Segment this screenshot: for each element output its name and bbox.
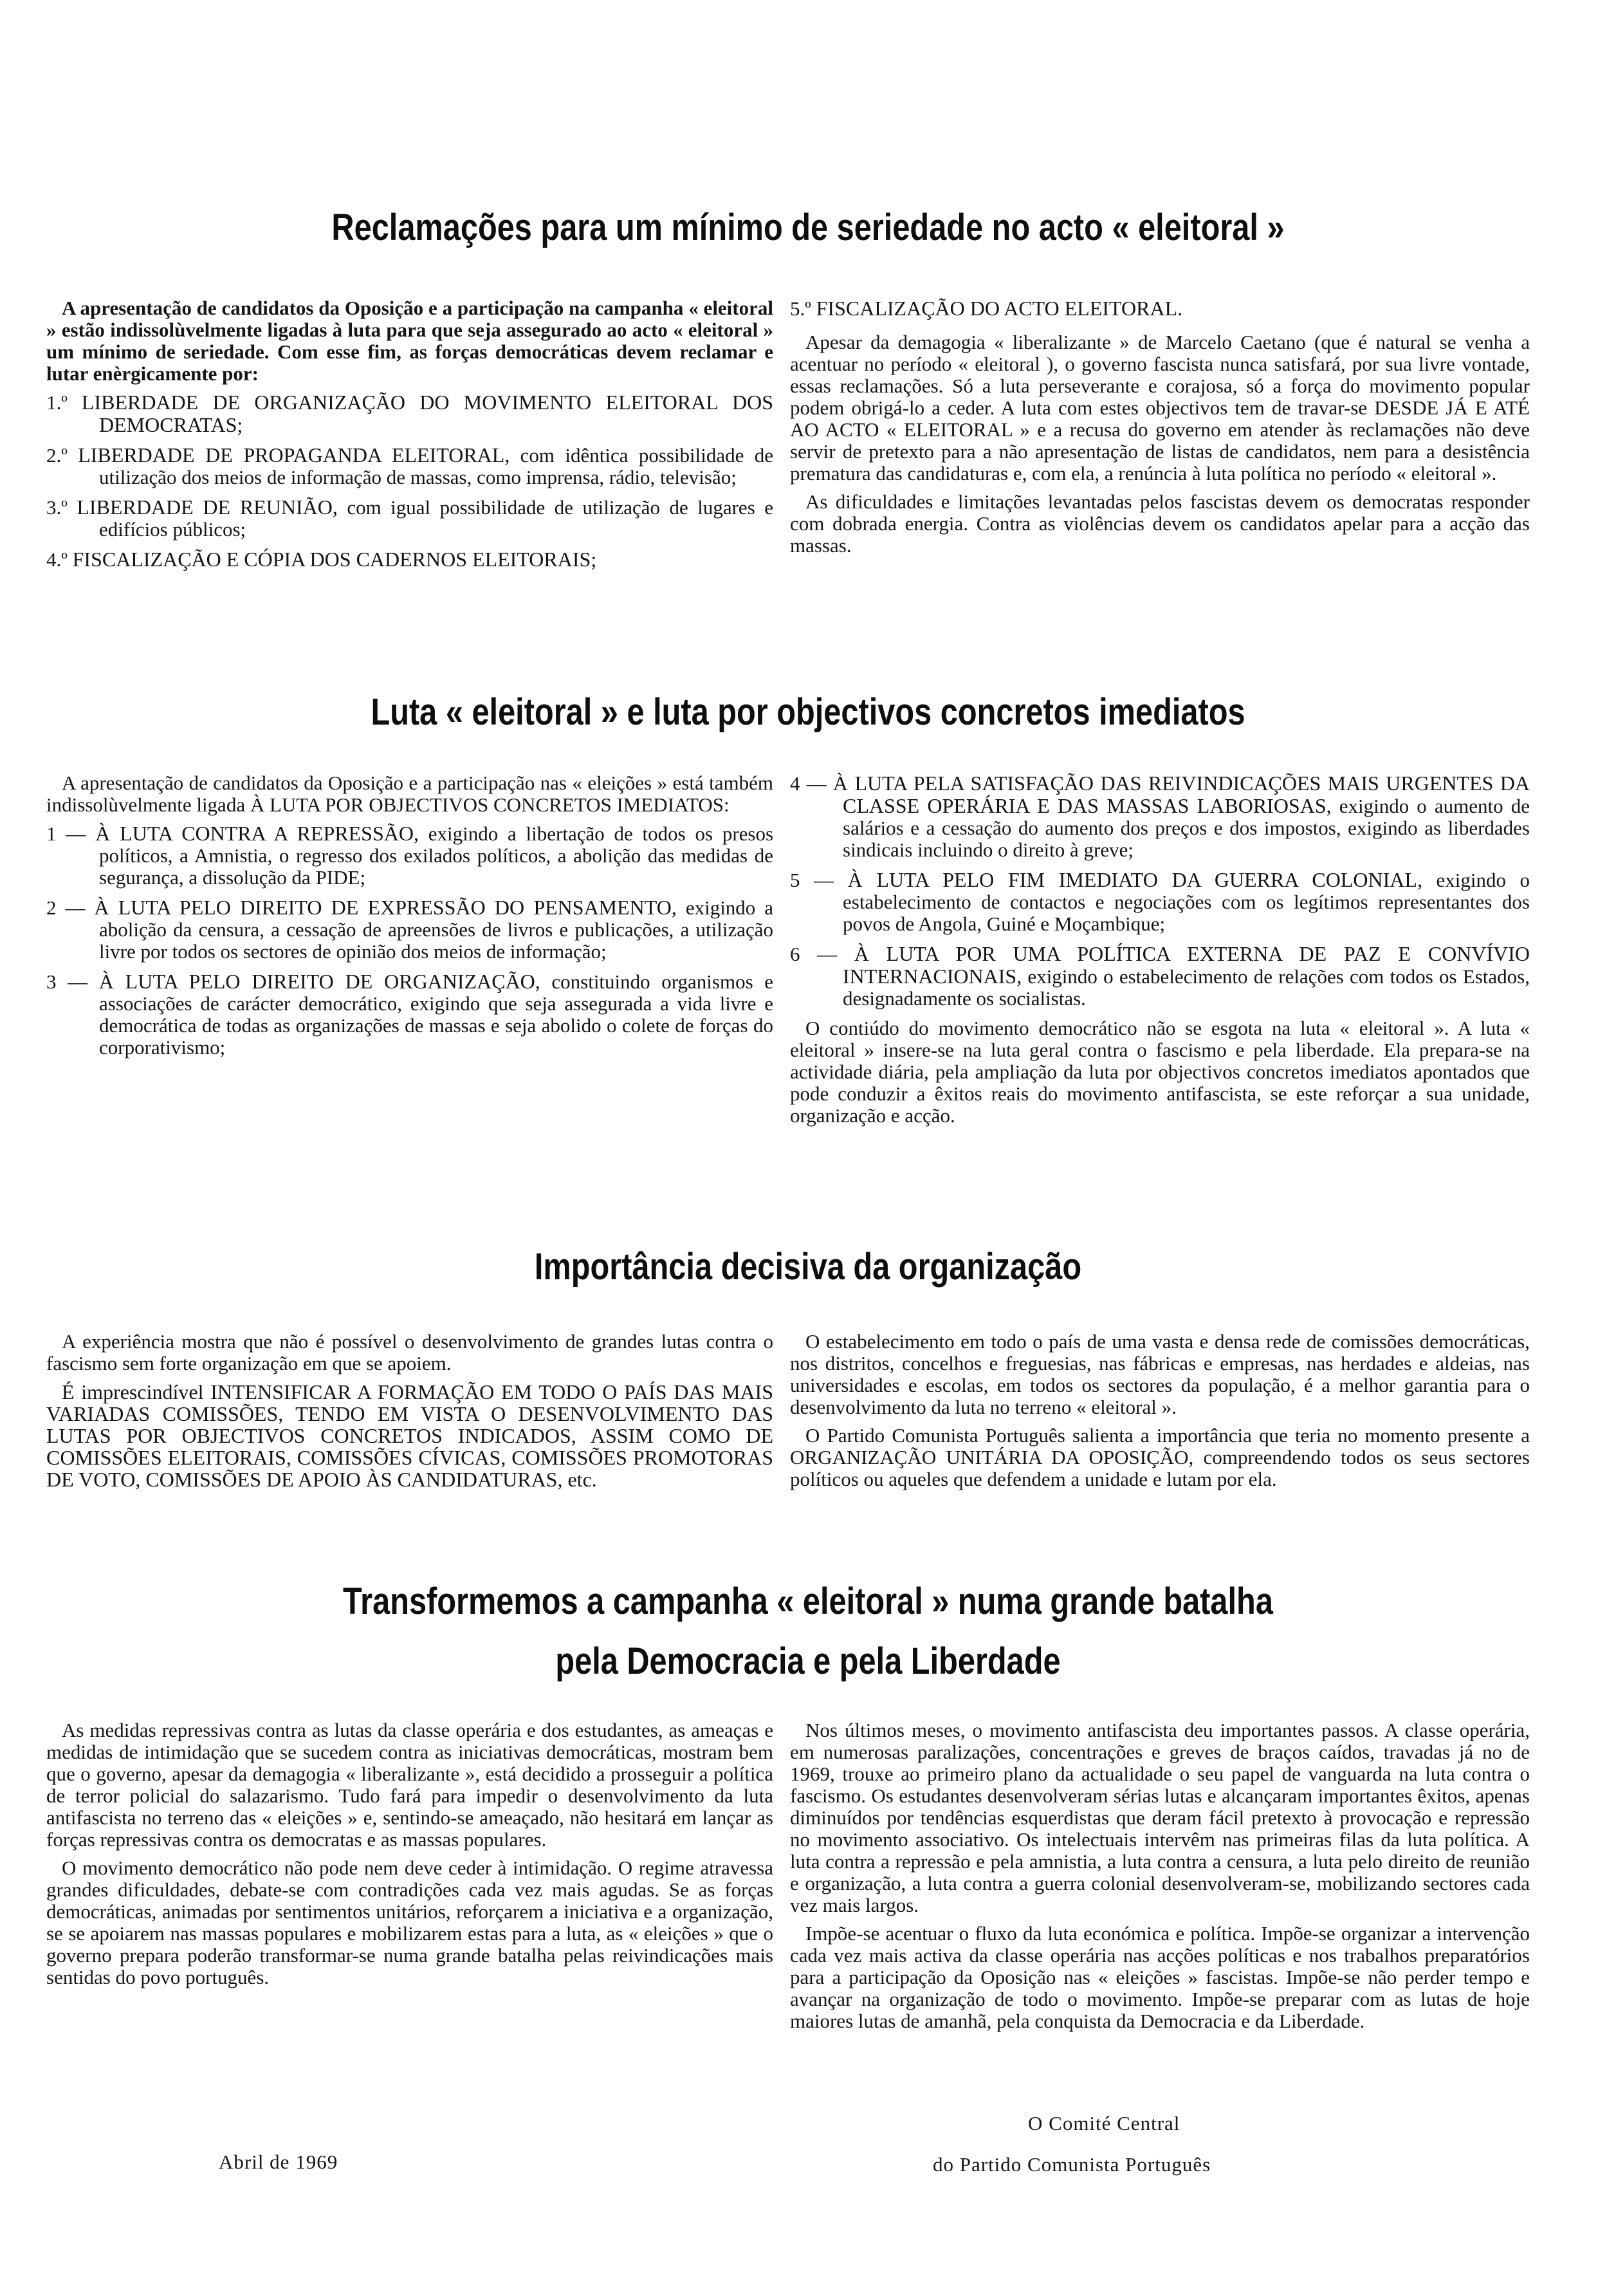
item-heading: FISCALIZAÇÃO DO ACTO ELEITORAL. <box>816 297 1183 320</box>
section-4-right-column <box>790 1719 1530 2039</box>
item-heading: LIBERDADE DE PROPAGANDA ELEITORAL, <box>78 443 510 467</box>
section-2-item-3 <box>46 970 773 1059</box>
section-2-item-6 <box>790 943 1530 1010</box>
section-2-item-4 <box>790 772 1530 861</box>
item-heading: À LUTA PELO DIREITO DE EXPRESSÃO DO PENSAMENTO, <box>94 896 677 919</box>
item-number: 4 — <box>790 772 827 795</box>
section-1-item-5 <box>790 297 1530 320</box>
section-1-paragraph-2: Apesar da demagogia « liberalizante » de Marcelo Caetano (que é natural se venha a acentuar no período « eleitoral ), o governo fascista nunca satisfará, por sua livre vontade, essas reclamações. Só a luta perseverante e corajosa, só a força do movimento popular podem obrigá-lo a ceder. A luta com estes objectivos tem de travar-se DESDE JÁ E ATÉ AO ACTO « ELEITORAL » e a recusa do governo em atender às reclamações não deve servir de pretexto para a não apresentação de listas de candidatos, nem para a desistência prematura das candidaturas e, com ela, a renúncia à luta política no período « eleitoral ». <box>790 331 1530 485</box>
item-heading: À LUTA CONTRA A REPRESSÃO, <box>95 822 419 845</box>
item-text: com igual possibilidade de utilização de lugares e edifícios públicos; <box>99 496 774 541</box>
section-3-paragraph-4: O Partido Comunista Português salienta a importância que teria no momento presente a ORGANIZAÇÃO UNITÁRIA DA OPOSIÇÃO, compreendendo todos os seus sectores políticos ou aqueles que defendem a unidade e lutam por ela. <box>790 1424 1530 1490</box>
section-1-title: Reclamações para um mínimo de seriedade no acto « eleitoral » <box>331 207 1285 248</box>
signature-line-1: O Comité Central <box>1028 2112 1180 2134</box>
item-text: exigindo o estabelecimento de relações com todos os Estados, designadamente os socialistas. <box>843 965 1530 1010</box>
section-1-item-3 <box>46 496 773 541</box>
section-2-right-column <box>790 772 1530 1133</box>
section-1-item-4 <box>46 548 773 571</box>
section-2-item-2 <box>46 896 773 963</box>
section-1-item-1 <box>46 391 773 436</box>
item-text: exigindo o estabelecimento de contactos e negociações com os legítimos representantes dos povos de Angola, Guiné e Moçambique; <box>843 869 1530 935</box>
section-3-paragraph-2: É imprescindível INTENSIFICAR A FORMAÇÃO EM TODO O PAÍS DAS MAIS VARIADAS COMISSÕES, TENDO EM VISTA O DESENVOLVIMENTO DAS LUTAS POR OBJECTIVOS CONCRETOS INDICADOS, ASSIM COMO DE COMISSÕES ELEITORAIS, COMISSÕES CÍVICAS, COMISSÕES PROMOTORAS DE VOTO, COMISSÕES DE APOIO ÀS CANDIDATURAS, etc. <box>46 1380 773 1491</box>
section-4-paragraph-3: Nos últimos meses, o movimento antifascista deu importantes passos. A classe operária, em numerosas paralizações, concentrações e greves de braços caídos, travadas já no de 1969, trouxe ao primeiro plano da actualidade o seu papel de vanguarda na luta contra o fascismo. Os estudantes desenvolveram sérias lutas e alcançaram importantes êxitos, apenas diminuídos por tendências esquerdistas que deram fácil pretexto à provocação e repressão no movimento associativo. Os intelectuais intervêm nas primeiras filas da luta política. A luta contra a repressão e pela amnistia, a luta contra a censura, a luta pelo direito de reunião e organização, a luta contra a guerra colonial desenvolveram-se, mobilizando sectores cada vez mais largos. <box>790 1719 1530 1916</box>
item-text: exigindo o aumento de salários e a cessação do aumento dos preços e dos impostos, exigindo as liberdades sindicais incluindo o direito à greve; <box>843 795 1530 861</box>
footer-date: Abril de 1969 <box>219 2151 338 2173</box>
section-2-item-5 <box>790 869 1530 935</box>
section-4-paragraph-2: O movimento democrático não pode nem deve ceder à intimidação. O regime atravessa grandes dificuldades, debate-se com contradições cada vez mais agudas. Se as forças democráticas, animadas por sentimentos unitários, reforçarem a iniciativa e a organização, se se apoiarem nas massas populares e mobilizarem estas para a luta, as « eleições » que o governo prepara poderão transformar-se numa grande batalha pelas reivindicações mais sentidas do povo português. <box>46 1856 773 1988</box>
section-1-left-column <box>46 297 773 579</box>
item-number: 5 — <box>790 869 834 891</box>
section-1-intro: A apresentação de candidatos da Oposição e a participação na campanha « eleitoral » estão indissolùvelmente ligadas à luta para que seja assegurado ao acto « eleitoral » um mínimo de seriedade. Com esse fim, as forças democráticas devem reclamar e lutar enèrgicamente por: <box>46 297 773 385</box>
item-text: exigindo a abolição da censura, a cessação de apreensões de livros e publicações, a utilização livre por todos os sectores de opinião dos meios de informação; <box>99 896 774 963</box>
section-1-item-2 <box>46 444 773 488</box>
section-3-paragraph-1: A experiência mostra que não é possível o desenvolvimento de grandes lutas contra o fascismo sem forte organização em que se apoiem. <box>46 1330 773 1375</box>
item-number: 1.º <box>46 391 68 414</box>
item-number: 5.º <box>790 297 811 320</box>
item-text: constituindo organismos e associações de carácter democrático, exigindo que seja assegurada a vida livre e democrática de todas as organizações de massas e seja abolido o colete de forças do corporativismo; <box>99 970 774 1059</box>
section-2-title: Luta « eleitoral » e luta por objectivos concretos imediatos <box>371 691 1245 733</box>
section-1-paragraph-3: As dificuldades e limitações levantadas pelos fascistas devem os democratas responder com dobrada energia. Contra as violências devem os candidatos apelar para a acção das massas. <box>790 490 1530 557</box>
item-number: 2.º <box>46 444 68 467</box>
section-4-left-column <box>46 1719 773 1995</box>
item-heading: LIBERDADE DE ORGANIZAÇÃO DO MOVIMENTO ELEITORAL DOS DEMOCRATAS; <box>81 391 774 436</box>
signature-line-2: do Partido Comunista Português <box>933 2153 1211 2176</box>
item-number: 3 — <box>46 970 88 993</box>
item-heading: À LUTA PELA SATISFAÇÃO DAS REIVINDICAÇÕES MAIS URGENTES DA CLASSE OPERÁRIA E DAS MASSAS LABORIOSAS, <box>832 772 1530 817</box>
section-4-paragraph-4: Impõe-se acentuar o fluxo da luta económica e política. Impõe-se organizar a intervenção cada vez mais activa da classe operária nas acções políticas e nos trabalhos preparatórios para a participação da Oposição nas « eleições » fascistas. Impõe-se não perder tempo e avançar na organização de todo o movimento. Impõe-se preparar com as lutas de hoje maiores lutas de amanhã, pela conquista da Democracia e da Liberdade. <box>790 1922 1530 2032</box>
section-4-paragraph-1: As medidas repressivas contra as lutas da classe operária e dos estudantes, as ameaças e medidas de intimidação que se sucedem contra as iniciativas democráticas, mostram bem que o governo, apesar da demagogia « liberalizante », está decidido a prosseguir a política de terror policial do salazarismo. Tudo fará para impedir o desenvolvimento da luta antifascista no terreno das « eleições » e, sentindo-se ameaçado, não hesitará em lançar as forças repressivas contra os democratas e as massas populares. <box>46 1719 773 1851</box>
item-heading: LIBERDADE DE REUNIÃO, <box>77 495 338 519</box>
item-text: exigindo a libertação de todos os presos políticos, a Amnistia, o regresso dos exilados políticos, a abolição das medidas de segurança, a dissolução da PIDE; <box>99 822 774 889</box>
section-4-title-line-2: pela Democracia e pela Liberdade <box>555 1640 1061 1682</box>
item-number: 2 — <box>46 896 86 919</box>
section-3-right-column <box>790 1331 1530 1497</box>
section-3-left-column <box>46 1331 773 1497</box>
section-4-title-line-1: Transformemos a campanha « eleitoral » numa grande batalha <box>343 1580 1273 1622</box>
item-number: 3.º <box>46 496 68 519</box>
section-2-item-1 <box>46 822 773 889</box>
section-1-right-column <box>790 297 1530 563</box>
item-number: 4.º <box>46 548 68 571</box>
item-number: 1 — <box>46 822 86 845</box>
item-text: com idêntica possibilidade de utilização dos meios de informação de massas, como imprensa, rádio, televisão; <box>99 444 774 488</box>
section-3-title: Importância decisiva da organização <box>534 1246 1082 1288</box>
section-3-paragraph-3: O estabelecimento em todo o país de uma vasta e densa rede de comissões democráticas, nos distritos, concelhos e freguesias, nas fábricas e empresas, nas herdades e aldeias, nas universidades e escolas, em todos os sectores da população, é a melhor garantia para o desenvolvimento da luta no terreno « eleitoral ». <box>790 1330 1530 1418</box>
item-number: 6 — <box>790 943 838 965</box>
section-2-paragraph-2: O contiúdo do movimento democrático não se esgota na luta « eleitoral ». A luta « eleitoral » insere-se na luta geral contra o fascismo e pela liberdade. Ela prepara-se na actividade diária, pela ampliação da luta por objectivos concretos imediatos apontados que pode conduzir a êxitos reais do movimento antifascista, se este reforçar a sua unidade, organização e acção. <box>790 1017 1530 1127</box>
item-heading: À LUTA POR UMA POLÍTICA EXTERNA DE PAZ E CONVÍVIO INTERNACIONAIS, <box>843 942 1530 988</box>
section-2-intro: A apresentação de candidatos da Oposição e a participação nas « eleições » está também indissolùvelmente ligada À LUTA POR OBJECTIVOS CONCRETOS IMEDIATOS: <box>46 772 773 816</box>
item-heading: À LUTA PELO DIREITO DE ORGANIZAÇÃO, <box>98 970 540 993</box>
item-heading: À LUTA PELO FIM IMEDIATO DA GUERRA COLONIAL, <box>847 868 1422 891</box>
section-2-left-column <box>46 772 773 1066</box>
item-heading: FISCALIZAÇÃO E CÓPIA DOS CADERNOS ELEITORAIS; <box>72 548 597 571</box>
